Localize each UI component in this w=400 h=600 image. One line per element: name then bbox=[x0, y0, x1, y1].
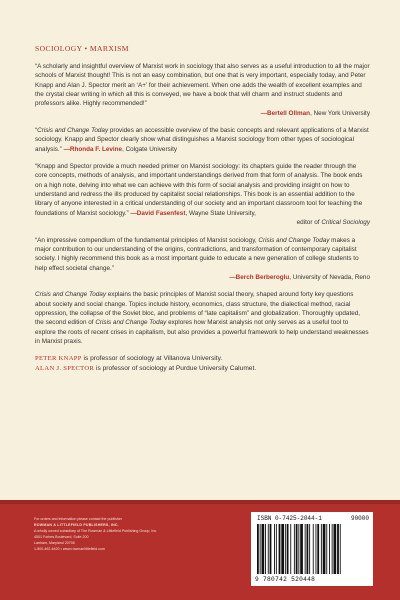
barcode-stripe bbox=[262, 524, 265, 574]
blurb-attribution bbox=[64, 146, 178, 153]
isbn-number bbox=[257, 515, 322, 522]
blurb-author: —Rhonda F. Levine bbox=[63, 145, 123, 153]
barcode-stripe bbox=[260, 524, 261, 574]
barcode-stripe bbox=[329, 524, 330, 574]
blurb-attribution bbox=[35, 273, 370, 282]
category-label: SOCIOLOGY • MARXISM bbox=[35, 44, 129, 53]
barcode-stripe bbox=[307, 524, 309, 574]
blurb-affiliation: , University of Nevada, Reno bbox=[289, 273, 370, 281]
barcode-stripe bbox=[279, 524, 281, 574]
barcode-stripe bbox=[305, 524, 306, 574]
barcode-stripe bbox=[340, 524, 341, 574]
blurb-author: —Berch Berberoglu bbox=[229, 273, 290, 281]
book-title-italic: Crisis and Change Today bbox=[95, 319, 167, 327]
blurb-berberoglu bbox=[35, 236, 370, 283]
description-text: explores how Marxist analysis not only serves as a useful tool to explore the roots of recent crises in capitalism, but also provides a powerful framework to help understand weaknesses in Marxist praxis. bbox=[35, 319, 369, 345]
barcode-stripe bbox=[274, 524, 275, 574]
publisher-line: A wholly owned subsidiary of The Rowman & Littlefield Publishing Group, Inc. bbox=[34, 528, 158, 533]
blurb-affiliation: , Wayne State University, bbox=[185, 209, 256, 217]
description-text: explains the basic principles of Marxist social theory, shaped around forty key questions about society and social change. Topics include history, economics, class structure, the dialectical method, racial oppression, the collapse of the Soviet bloc, and problems of “late capitalism” and globalization. Thoroughly updated, the second edition of bbox=[35, 291, 361, 327]
blurb-author: —Bertell Ollman bbox=[260, 109, 311, 117]
blurb-text bbox=[35, 62, 370, 109]
blurb-fasenfest bbox=[35, 162, 370, 227]
barcode-stripe bbox=[287, 524, 289, 574]
barcode-stripe bbox=[316, 524, 317, 574]
blurb-attribution bbox=[130, 210, 256, 217]
barcode-stripe bbox=[321, 524, 322, 574]
author-bio bbox=[35, 364, 370, 374]
isbn-value: 0-7425-2044-1 bbox=[275, 515, 322, 522]
barcode-icon bbox=[255, 524, 369, 575]
journal-title-italic: Critical Sociology bbox=[321, 219, 370, 227]
isbn-label: ISBN bbox=[257, 515, 272, 522]
blurb-levine bbox=[35, 126, 370, 154]
barcode-stripe bbox=[309, 524, 310, 574]
barcode-stripe bbox=[334, 524, 337, 574]
main-text-block bbox=[35, 62, 370, 373]
barcode-stripe bbox=[290, 524, 291, 574]
barcode-stripe bbox=[332, 524, 333, 574]
blurb-author: —David Fasenfest bbox=[130, 209, 186, 217]
barcode-stripe bbox=[298, 524, 299, 574]
author-bios bbox=[35, 354, 370, 373]
publisher-info bbox=[34, 517, 174, 552]
blurb-affiliation: editor of bbox=[296, 219, 322, 227]
barcode-stripe bbox=[268, 524, 269, 574]
publisher-contact: 1-800-462-6420 • www.rowmanlittlefield.com bbox=[34, 546, 105, 551]
blurb-affiliation: , New York University bbox=[310, 109, 370, 117]
publisher-address: 4501 Forbes Boulevard, Suite 200 bbox=[34, 534, 89, 539]
barcode-stripe bbox=[326, 524, 327, 574]
author-bio-text: is professor of sociology at Villanova University. bbox=[81, 355, 223, 363]
blurb-body: “Knapp and Spector provide a much needed primer on Marxist sociology: its chapters guide the reader through the core concepts, methods of analysis, and important understandings derived from that form of analysis. The book ends on a high note, delving into what we can achieve with this form of social analysis and providing insight on how to understand and redress the ills produced by capitalist social relationships. This book is an essential addition to the library of anyone interested in a critical understanding of our society and an important classroom tool for teaching the foundations of Marxist sociology.” bbox=[35, 163, 363, 217]
author-bio bbox=[35, 354, 370, 364]
publisher-name: ROWMAN & LITTLEFIELD PUBLISHERS, INC. bbox=[34, 522, 119, 527]
book-title-italic: Crisis and Change Today bbox=[258, 236, 330, 244]
barcode-stripe bbox=[337, 524, 339, 574]
blurb-body: “ bbox=[35, 127, 38, 135]
barcode-stripe bbox=[294, 524, 295, 574]
blurb-ollman bbox=[35, 62, 370, 118]
blurb-text bbox=[35, 236, 370, 273]
barcode-box bbox=[251, 512, 373, 586]
isbn-line bbox=[257, 515, 369, 522]
ean-number: 9 780742 520448 bbox=[255, 576, 316, 583]
author-bio-text: is professor of sociology at Purdue University Calumet. bbox=[94, 364, 257, 372]
publisher-address: Lanham, Maryland 20706 bbox=[34, 540, 75, 545]
book-title-italic: Crisis and Change Today bbox=[35, 291, 106, 299]
barcode-stripe bbox=[313, 524, 314, 574]
barcode-stripe bbox=[323, 524, 326, 574]
blurb-text bbox=[35, 126, 370, 154]
barcode-stripe bbox=[276, 524, 277, 574]
author-name: PETER KNAPP bbox=[35, 355, 82, 363]
book-description bbox=[35, 290, 370, 346]
blurb-attribution-line2 bbox=[35, 218, 370, 227]
barcode-stripe bbox=[270, 524, 272, 574]
blurb-attribution bbox=[35, 109, 370, 118]
blurb-affiliation: , Colgate University bbox=[122, 145, 178, 153]
blurb-body: “A scholarly and insightful overview of Marxist work in sociology that also serves as a useful introduction to all the major schools of Marxist thought! This is not an easy combination, but one that is very important, especially today, and Peter Knapp and Alan J. Spector merit an ‘A+’ for their achievement. When one adds the wealth of excellent examples and the crystal clear writing in which all this is conveyed, we have a book that will charm and instruct students and professors alike. Highly recommended!” bbox=[35, 63, 370, 108]
author-name: ALAN J. SPECTOR bbox=[35, 364, 95, 372]
blurb-text bbox=[35, 162, 370, 218]
barcode-stripe bbox=[317, 524, 319, 574]
publisher-line: For orders and information please contact the publisher bbox=[34, 517, 123, 521]
barcode-stripe bbox=[265, 524, 266, 574]
blurb-body: provides an accessible overview of the basic concepts and relevant applications of a Marxist sociology. Knapp and Spector clearly show what distinguishes a Marxist sociology from other types of sociological analysis.” bbox=[35, 127, 369, 153]
blurb-body: “An impressive compendium of the fundamental principles of Marxist sociology, bbox=[35, 236, 259, 244]
book-title-italic: Crisis and Change Today bbox=[37, 127, 109, 135]
barcode-stripe bbox=[285, 524, 286, 574]
price-code: 90000 bbox=[350, 515, 369, 522]
barcode-stripe bbox=[296, 524, 298, 574]
blurb-body: makes a major contribution to our understanding of the origins, contradictions, and transformation of contemporary capitalist society. I highly recommend this book as a most important guide to educate a new generation of college students to help effect societal change.” bbox=[35, 236, 359, 272]
barcode-stripe bbox=[300, 524, 303, 574]
barcode-stripe bbox=[257, 524, 259, 574]
barcode-stripe bbox=[281, 524, 284, 574]
